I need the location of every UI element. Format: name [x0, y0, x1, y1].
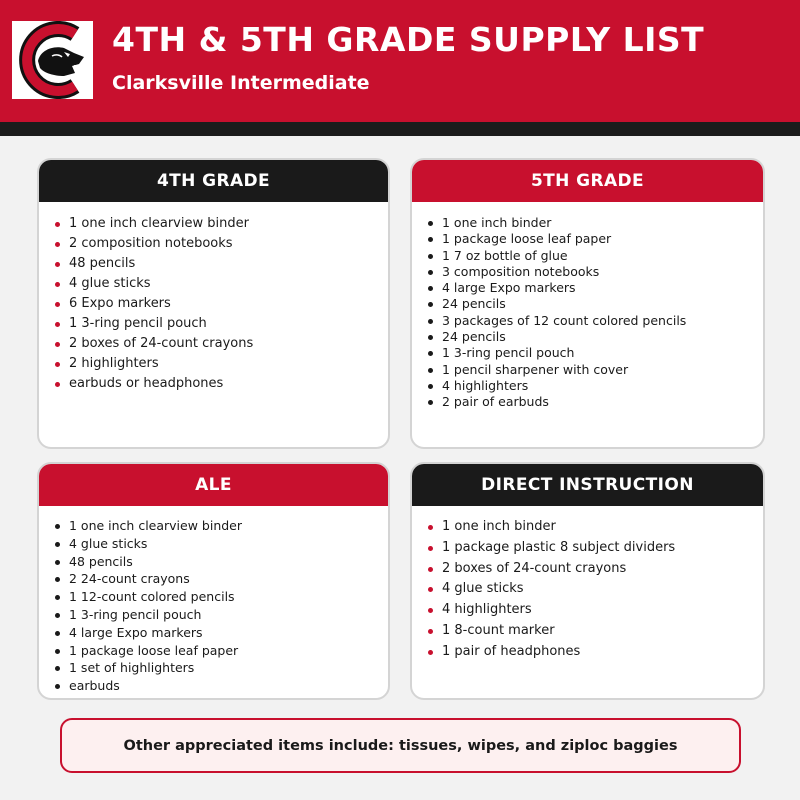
- list-item: 4 glue sticks: [442, 579, 763, 600]
- list-item: 1 one inch binder: [442, 517, 763, 538]
- list-item: 24 pencils: [442, 296, 763, 312]
- list-item: 1 3-ring pencil pouch: [69, 314, 388, 334]
- list-item: 1 package loose leaf paper: [69, 642, 388, 660]
- list-item: 1 one inch binder: [442, 215, 763, 231]
- list-item: 4 large Expo markers: [69, 624, 388, 642]
- list-item: 1 pair of headphones: [442, 642, 763, 663]
- list-item: 1 package loose leaf paper: [442, 231, 763, 247]
- list-item: 1 one inch clearview binder: [69, 214, 388, 234]
- card-direct-instruction: [410, 462, 765, 700]
- list-item: 3 packages of 12 count colored pencils: [442, 313, 763, 329]
- header-divider: [0, 122, 800, 136]
- supply-list: [412, 506, 763, 663]
- list-item: 2 highlighters: [69, 354, 388, 374]
- card-5th-grade: [410, 158, 765, 449]
- list-item: earbuds: [69, 677, 388, 695]
- cougar-c-logo-icon: [12, 21, 93, 99]
- appreciated-items-note: Other appreciated items include: tissues, wipes, and ziploc baggies: [60, 718, 741, 773]
- list-item: 2 pair of earbuds: [442, 394, 763, 410]
- list-item: 24 pencils: [442, 329, 763, 345]
- list-item: 1 3-ring pencil pouch: [69, 606, 388, 624]
- list-item: 4 glue sticks: [69, 274, 388, 294]
- list-item: 2 boxes of 24-count crayons: [69, 334, 388, 354]
- list-item: 4 highlighters: [442, 378, 763, 394]
- supply-list: [39, 506, 388, 695]
- card-title: DIRECT INSTRUCTION: [412, 464, 763, 506]
- card-title: 5TH GRADE: [412, 160, 763, 202]
- list-item: 1 set of highlighters: [69, 659, 388, 677]
- list-item: 1 7 oz bottle of glue: [442, 248, 763, 264]
- list-item: 1 8-count marker: [442, 621, 763, 642]
- header-banner: [0, 0, 800, 122]
- list-item: 6 Expo markers: [69, 294, 388, 314]
- list-item: earbuds or headphones: [69, 374, 388, 394]
- list-item: 4 large Expo markers: [442, 280, 763, 296]
- list-item: 1 3-ring pencil pouch: [442, 345, 763, 361]
- list-item: 2 boxes of 24-count crayons: [442, 559, 763, 580]
- card-title: ALE: [39, 464, 388, 506]
- list-item: 2 composition notebooks: [69, 234, 388, 254]
- page-title: 4TH & 5TH GRADE SUPPLY LIST: [112, 20, 705, 59]
- list-item: 3 composition notebooks: [442, 264, 763, 280]
- school-name: Clarksville Intermediate: [112, 72, 370, 94]
- list-item: 4 glue sticks: [69, 535, 388, 553]
- list-item: 1 pencil sharpener with cover: [442, 362, 763, 378]
- list-item: 1 package plastic 8 subject dividers: [442, 538, 763, 559]
- card-4th-grade: [37, 158, 390, 449]
- list-item: 48 pencils: [69, 553, 388, 571]
- card-ale: [37, 462, 390, 700]
- list-item: 48 pencils: [69, 254, 388, 274]
- list-item: 4 highlighters: [442, 600, 763, 621]
- supply-list: [412, 202, 763, 411]
- list-item: 2 24-count crayons: [69, 570, 388, 588]
- supply-list: [39, 202, 388, 394]
- list-item: 1 one inch clearview binder: [69, 517, 388, 535]
- list-item: 1 12-count colored pencils: [69, 588, 388, 606]
- card-title: 4TH GRADE: [39, 160, 388, 202]
